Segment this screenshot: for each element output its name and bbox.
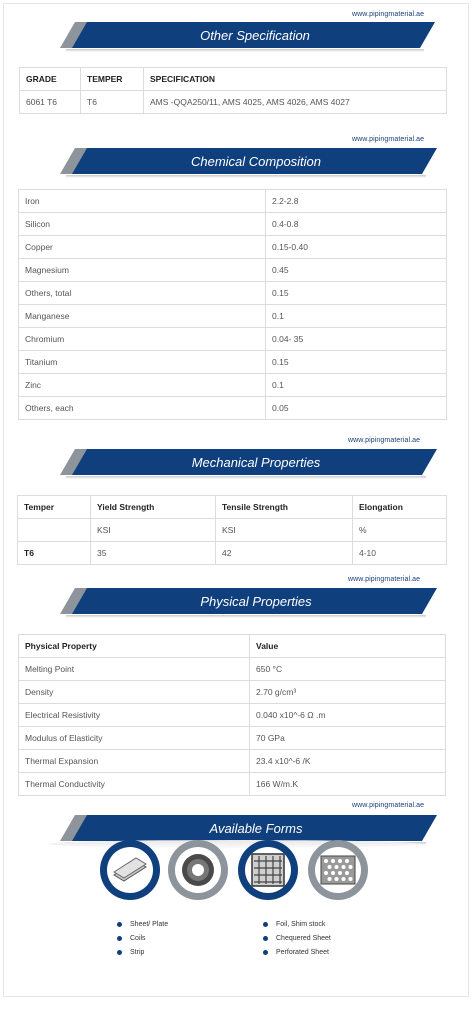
site-url[interactable]: www.pipingmaterial.ae [348,576,421,583]
cell-value: 23.4 x10^-6 /K [250,750,446,773]
form-item-sheet-plate: Sheet/ Plate [117,921,168,928]
cell-property: Density [19,681,250,704]
cell-value: 0.040 x10^-6 Ω .m [250,704,446,727]
cell-property: Melting Point [19,658,250,681]
table-row [19,727,446,750]
cell-property: Zinc [19,374,266,397]
cell-property: Others, total [19,282,266,305]
header-elongation: Elongation [353,496,447,519]
cell-value: 166 W/m.K [250,773,446,796]
coil-icon [168,840,228,900]
physical-banner [60,588,422,614]
cell-value: 0.05 [266,397,447,420]
form-item-foil: Foil, Shim stock [263,921,325,928]
header-yield-strength: Yield Strength [91,496,216,519]
table-row [19,773,446,796]
chemical-banner [60,148,422,174]
bullet-icon [117,950,122,955]
form-item-coils: Coils [117,935,146,942]
cell-value: 2.70 g/cm³ [250,681,446,704]
table-row [18,542,447,565]
table-header-row [19,635,446,658]
cell-value: 0.45 [266,259,447,282]
table-row [19,351,447,374]
form-item-strip: Strip [117,949,144,956]
cell-property: Thermal Expansion [19,750,250,773]
mechanical-title: Mechanical Properties [191,454,321,470]
cell-value: 0.4-0.8 [266,213,447,236]
cell-tensile: 42 [216,542,353,565]
forms-banner [60,815,422,841]
cell-property: Chromium [19,328,266,351]
table-row [19,704,446,727]
table-row [19,190,447,213]
site-url[interactable]: www.pipingmaterial.ae [352,11,425,18]
header-temper: Temper [18,496,91,519]
table-row [19,750,446,773]
cell-value: 2.2-2.8 [266,190,447,213]
site-url[interactable]: www.pipingmaterial.ae [352,802,425,809]
other-spec-title: Other Specification [200,27,310,43]
bullet-icon [263,922,268,927]
table-row-units [18,519,447,542]
cell-property: Thermal Conductivity [19,773,250,796]
table-row [19,328,447,351]
table-row [20,91,447,114]
table-row [19,213,447,236]
chequered-sheet-icon [238,840,298,900]
table-row [19,374,447,397]
cell-unit-elongation: % [353,519,447,542]
cell-temper: T6 [81,91,144,114]
cell-property: Modulus of Elasticity [19,727,250,750]
cell-property: Magnesium [19,259,266,282]
physical-title: Physical Properties [200,593,312,609]
table-row [19,658,446,681]
table-row [19,305,447,328]
header-temper: TEMPER [81,68,144,91]
cell-value: 0.15 [266,282,447,305]
cell-property: Others, each [19,397,266,420]
cell-elongation: 4-10 [353,542,447,565]
chemical-table [18,189,447,420]
cell-unit-temper [18,519,91,542]
cell-property: Copper [19,236,266,259]
header-specification: SPECIFICATION [144,68,447,91]
physical-table [18,634,446,796]
cell-value: 0.15 [266,351,447,374]
sheet-plate-icon [100,840,160,900]
mechanical-banner [60,449,422,475]
bullet-icon [117,936,122,941]
cell-value: 0.04- 35 [266,328,447,351]
perforated-sheet-icon [308,840,368,900]
cell-property: Iron [19,190,266,213]
cell-temper: T6 [18,542,91,565]
cell-property: Electrical Resistivity [19,704,250,727]
table-row [19,259,447,282]
table-header-row [18,496,447,519]
table-row [19,681,446,704]
bullet-icon [117,922,122,927]
other-spec-banner [60,22,420,48]
chemical-title: Chemical Composition [190,153,322,169]
forms-title: Available Forms [209,820,303,836]
cell-property: Silicon [19,213,266,236]
cell-yield: 35 [91,542,216,565]
cell-value: 0.1 [266,374,447,397]
cell-property: Manganese [19,305,266,328]
table-header-row [20,68,447,91]
cell-property: Titanium [19,351,266,374]
cell-unit-tensile: KSI [216,519,353,542]
cell-unit-yield: KSI [91,519,216,542]
bullet-icon [263,950,268,955]
header-grade: GRADE [20,68,81,91]
mechanical-table [17,495,447,565]
header-value: Value [250,635,446,658]
table-row [19,282,447,305]
bullet-icon [263,936,268,941]
table-row [19,236,447,259]
forms-divider [48,840,418,848]
site-url[interactable]: www.pipingmaterial.ae [352,136,425,143]
other-spec-table [19,67,447,114]
cell-grade: 6061 T6 [20,91,81,114]
cell-specification: AMS -QQA250/11, AMS 4025, AMS 4026, AMS 4027 [144,91,447,114]
site-url[interactable]: www.pipingmaterial.ae [348,437,421,444]
form-item-chequered: Chequered Sheet [263,935,331,942]
cell-value: 70 GPa [250,727,446,750]
cell-value: 0.1 [266,305,447,328]
cell-value: 0.15-0.40 [266,236,447,259]
header-physical-property: Physical Property [19,635,250,658]
form-item-perforated: Perforated Sheet [263,949,329,956]
table-row [19,397,447,420]
cell-value: 650 °C [250,658,446,681]
header-tensile-strength: Tensile Strength [216,496,353,519]
